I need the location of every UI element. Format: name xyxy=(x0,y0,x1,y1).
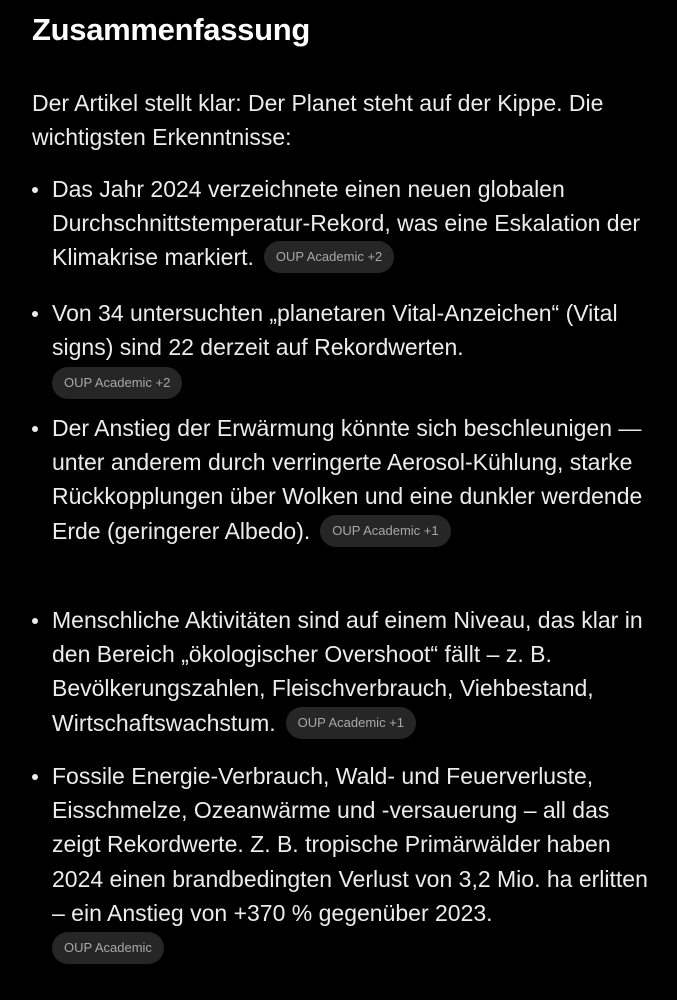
bullet-dot xyxy=(32,187,38,193)
summary-heading: Zusammenfassung xyxy=(32,12,311,47)
source-citation-button[interactable]: OUP Academic +1 xyxy=(286,707,416,739)
source-citation-button[interactable]: OUP Academic +2 xyxy=(264,241,394,273)
list-item-text xyxy=(52,172,652,275)
bullet-text: Das Jahr 2024 verzeichnete einen neuen globalen Durchschnittstemperatur-Rekord, was eine Eskalation der Klimakrise markiert. xyxy=(52,176,641,271)
bullet-text: Von 34 untersuchten „planetaren Vital-Anzeichen“ (Vital signs) sind 22 derzeit auf Rekordwerten. xyxy=(52,300,618,361)
bullet-dot xyxy=(32,618,38,624)
bullet-text: Menschliche Aktivitäten sind auf einem Niveau, das klar in den Bereich „ökologischer Overshoot“ fällt – z. B. Bevölkerungszahlen, Fleischverbrauch, Viehbestand, Wirtschaftswachstum. xyxy=(52,607,643,736)
source-citation-button[interactable]: OUP Academic +2 xyxy=(52,367,182,399)
bullet-dot xyxy=(32,774,38,780)
list-item-text xyxy=(52,759,652,966)
bullet-dot xyxy=(32,311,38,317)
bullet-dot xyxy=(32,426,38,432)
bullet-text: Fossile Energie-Verbrauch, Wald- und Feuerverluste, Eisschmelze, Ozeanwärme und -versauerung – all das zeigt Rekordwerte. Z. B. tropische Primärwälder haben 2024 einen brandbedingten Verlust von 3,2 Mio. ha erlitten – ein Anstieg von +370 % gegenüber 2023. xyxy=(52,763,648,926)
list-item-text xyxy=(52,296,652,401)
list-item-text xyxy=(52,411,652,549)
list-item-text xyxy=(52,603,652,741)
source-citation-button[interactable]: OUP Academic xyxy=(52,932,164,964)
summary-intro: Der Artikel stellt klar: Der Planet steht auf der Kippe. Die wichtigsten Erkenntnisse: xyxy=(32,90,604,150)
source-citation-button[interactable]: OUP Academic +1 xyxy=(320,515,450,547)
bullet-text: Der Anstieg der Erwärmung könnte sich beschleunigen — unter anderem durch verringerte Aerosol-Kühlung, starke Rückkopplungen über Wolken und eine dunkler werdende Erde (geringerer Albedo). xyxy=(52,415,643,544)
